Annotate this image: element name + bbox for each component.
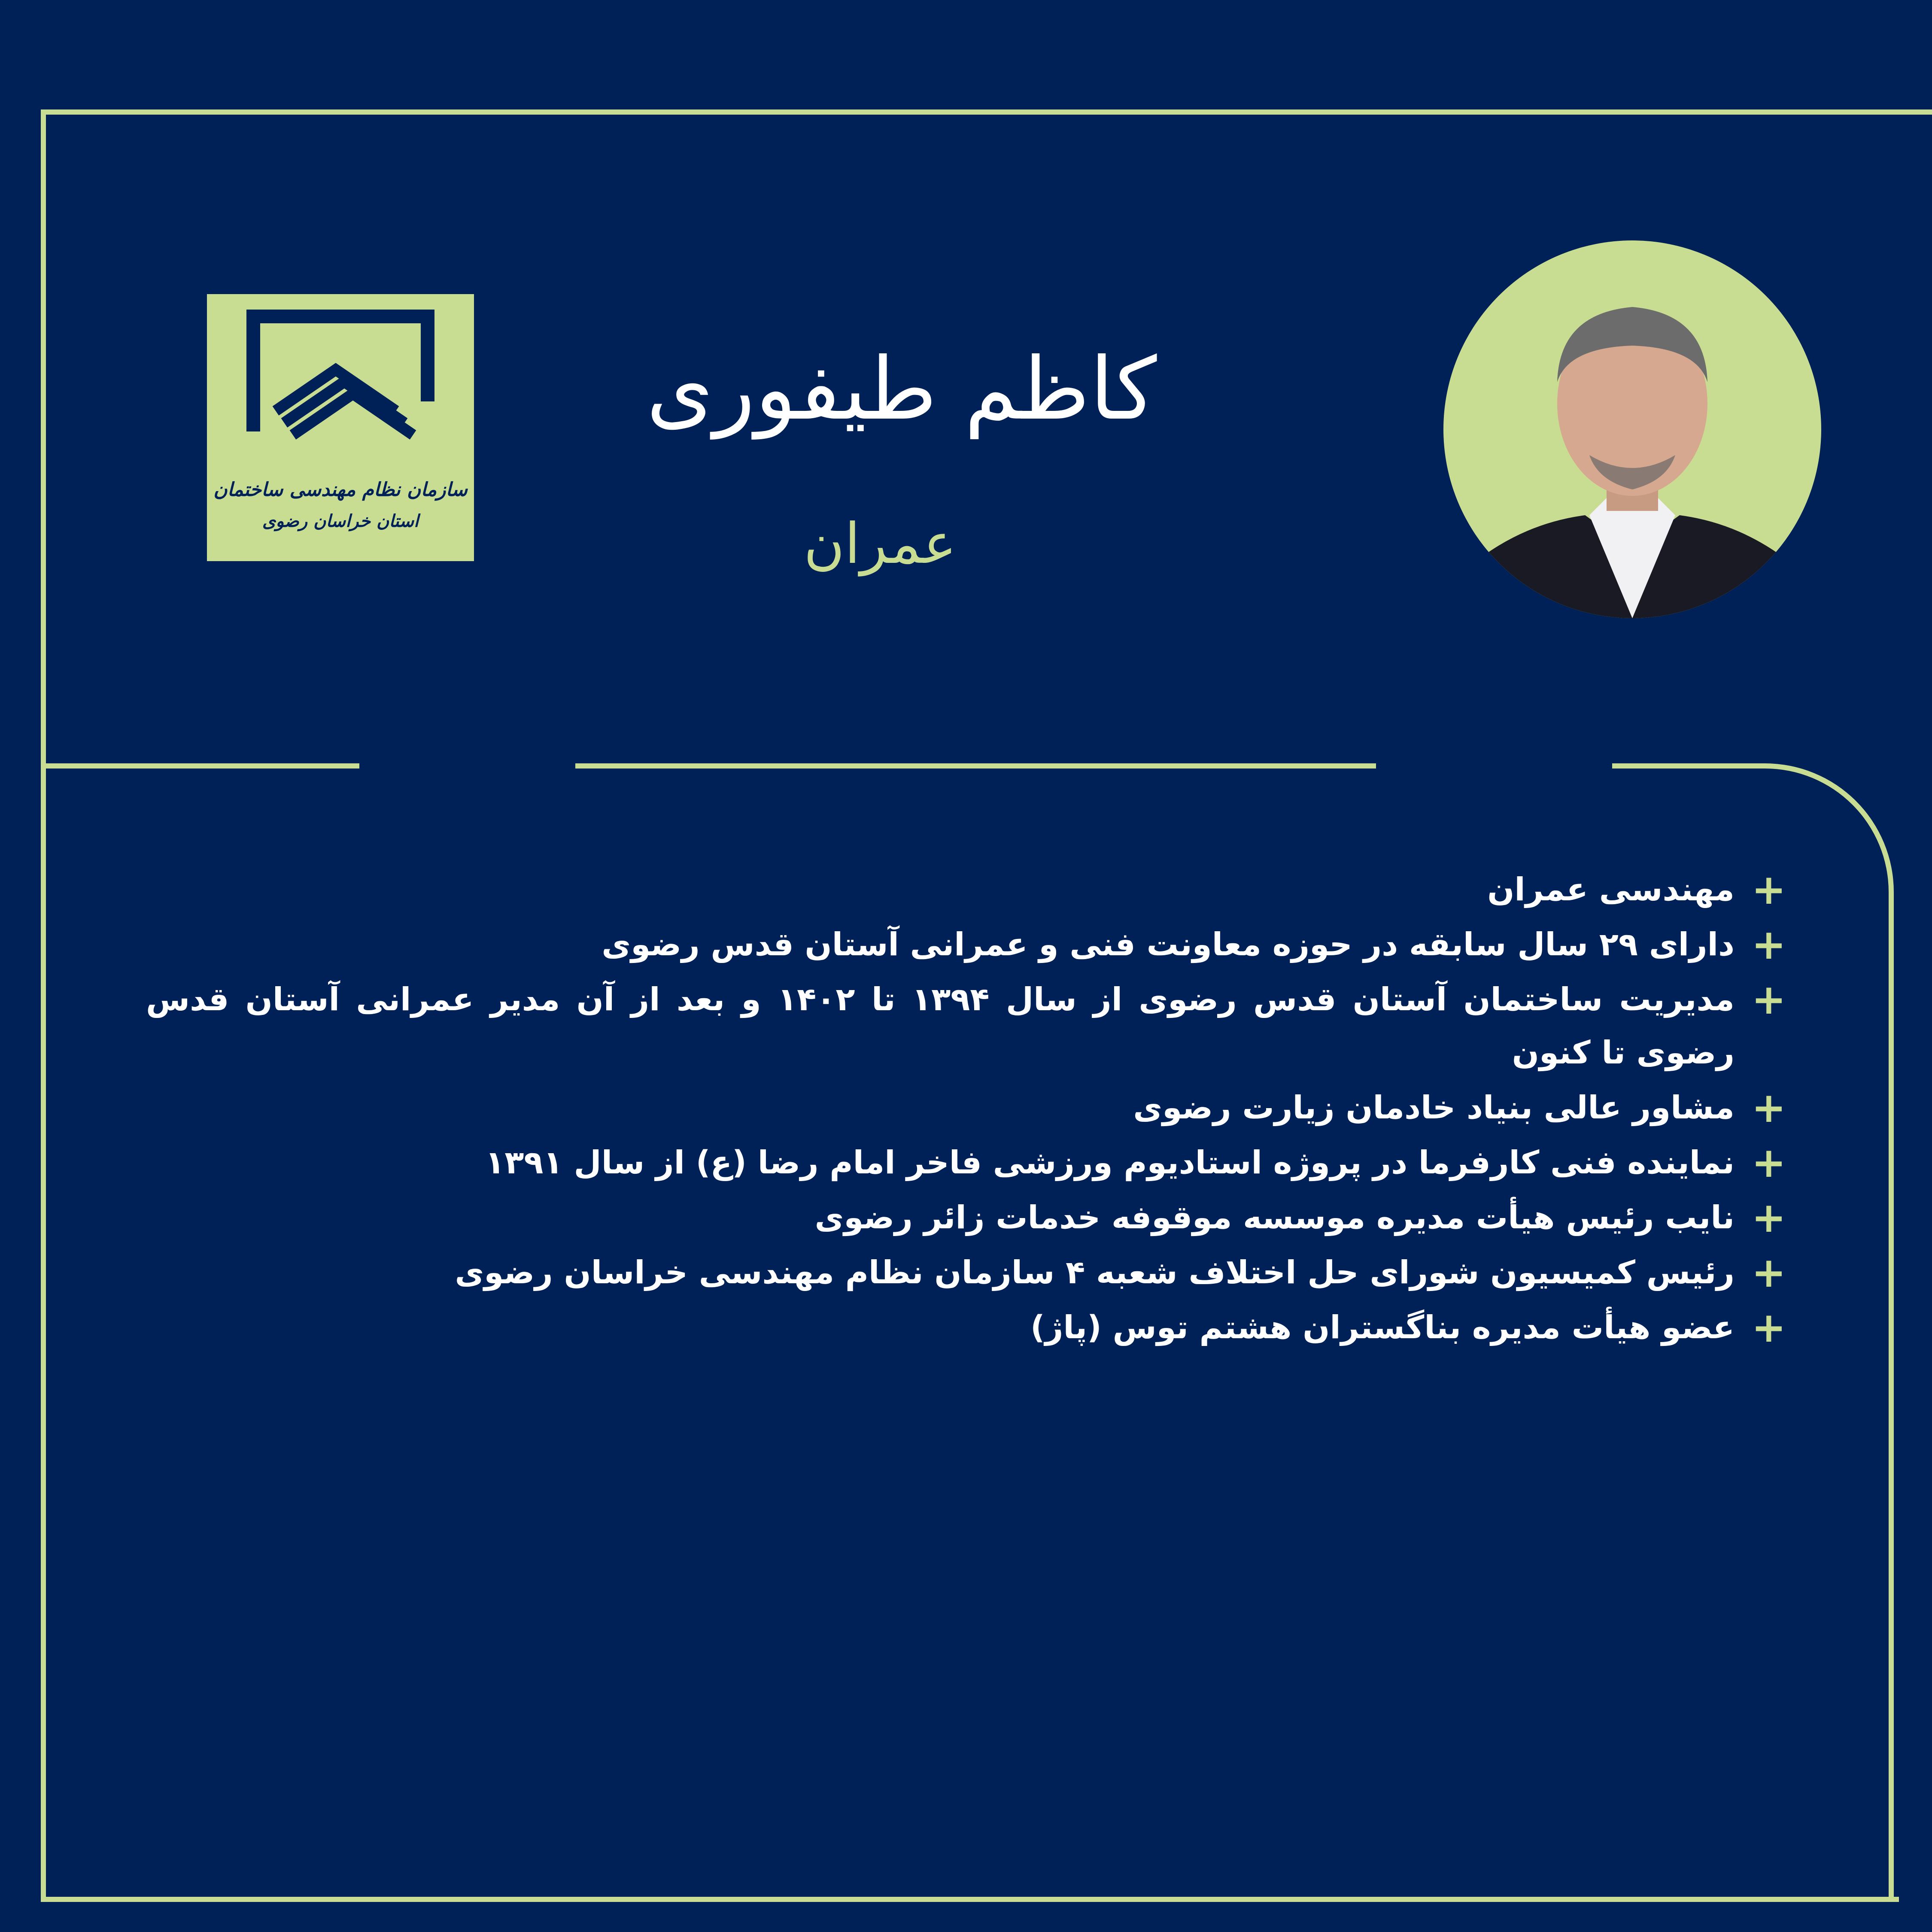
bio-item bbox=[146, 973, 1786, 1079]
bio-item-text: دارای ۲۹ سال سابقه در حوزه معاونت فنی و عمرانی آستان قدس رضوی bbox=[601, 926, 1735, 963]
plus-icon: + bbox=[1751, 1249, 1786, 1297]
profile-photo bbox=[1443, 240, 1821, 618]
bio-item-text: مشاور عالی بنیاد خادمان زیارت رضوی bbox=[1133, 1089, 1735, 1126]
bio-item-text: نایب رئیس هیأت مدیره موسسه موقوفه خدمات زائر رضوی bbox=[814, 1199, 1735, 1236]
person-portrait-icon bbox=[1443, 240, 1821, 618]
bio-item-text: عضو هیأت مدیره بناگستران هشتم توس (پاژ) bbox=[1030, 1309, 1735, 1346]
frame-top-border bbox=[41, 109, 1932, 115]
bio-item bbox=[146, 1191, 1786, 1244]
bio-item bbox=[146, 863, 1786, 916]
person-field: عمران bbox=[803, 511, 957, 576]
bio-item bbox=[146, 1136, 1786, 1189]
bio-item-text: نماینده فنی کارفرما در پروژه استادیوم ورزشی فاخر امام رضا (ع) از سال ۱۳۹۱ bbox=[485, 1144, 1735, 1181]
bio-item-text: مدیریت ساختمان آستان قدس رضوی از سال ۱۳۹۴ تا ۱۴۰۲ و بعد از آن مدیر عمرانی آستان قدس رضوی تا کنون bbox=[146, 981, 1735, 1071]
person-name: کاظم طیفوری bbox=[646, 339, 1157, 439]
organization-logo bbox=[207, 294, 474, 561]
bio-item-text: مهندسی عمران bbox=[1487, 871, 1735, 908]
bio-item bbox=[146, 1246, 1786, 1299]
bio-item bbox=[146, 918, 1786, 971]
logo-organization-name: سازمان نظام مهندسی ساختمان bbox=[213, 479, 468, 501]
bio-list bbox=[146, 863, 1786, 1356]
bio-item bbox=[146, 1301, 1786, 1354]
logo-province-name: استان خراسان رضوی bbox=[262, 511, 419, 531]
section-divider-left bbox=[46, 763, 359, 769]
section-divider-middle bbox=[575, 763, 1376, 769]
frame-left-border bbox=[41, 109, 46, 1902]
plus-icon: + bbox=[1751, 1139, 1786, 1187]
bio-item-text: رئیس کمیسیون شورای حل اختلاف شعبه ۴ سازمان نظام مهندسی خراسان رضوی bbox=[455, 1254, 1735, 1291]
plus-icon: + bbox=[1751, 1194, 1786, 1242]
plus-icon: + bbox=[1751, 920, 1786, 969]
plus-icon: + bbox=[1751, 975, 1786, 1024]
plus-icon: + bbox=[1751, 1084, 1786, 1132]
bio-item bbox=[146, 1081, 1786, 1134]
plus-icon: + bbox=[1751, 1303, 1786, 1352]
plus-icon: + bbox=[1751, 866, 1786, 914]
